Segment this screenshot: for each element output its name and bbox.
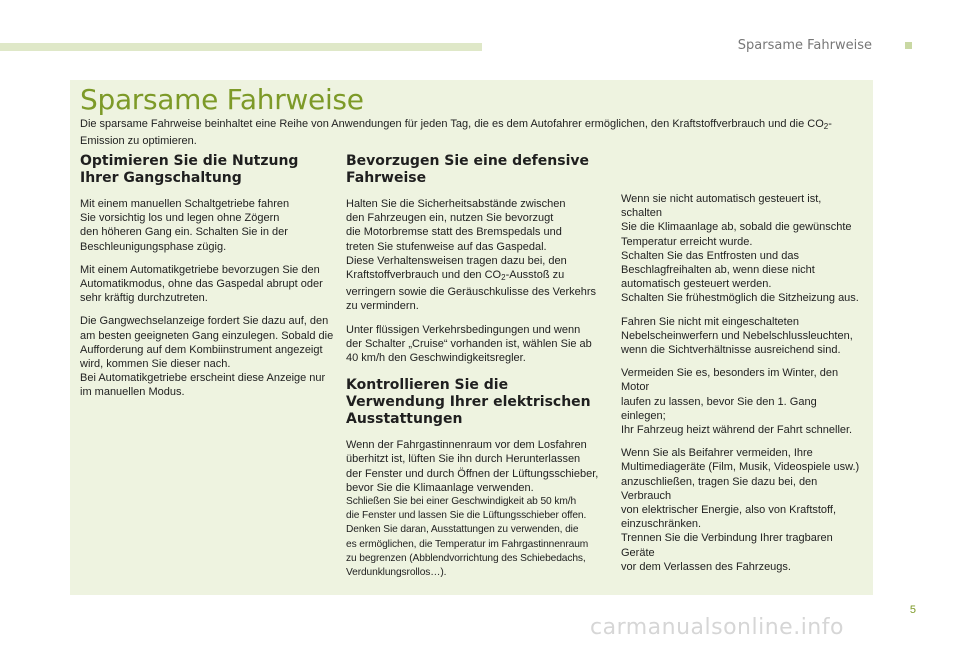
header-marker-square	[905, 42, 912, 49]
paragraph-manual-gearbox: Mit einem manuellen Schaltgetriebe fahren Sie vorsichtig los und legen ohne Zögern den höheren Gang ein. Schalten Sie in der Beschleunigungsphase zügig.	[80, 198, 290, 253]
intro-subscript: 2	[823, 122, 829, 131]
paragraph-engine-idle: Vermeiden Sie es, besonders im Winter, den Motor laufen zu lassen, bevor Sie den 1. Gang einlegen; Ihr Fahrzeug heizt während der Fahrt schneller.	[621, 367, 853, 437]
header-accent-bar	[0, 43, 482, 51]
watermark-text: carmanualsonline.info	[590, 615, 844, 640]
section-heading-gear-usage: Optimieren Sie die Nutzung Ihrer Gangschaltung	[80, 153, 299, 186]
paragraph-cruise-control: Unter flüssigen Verkehrsbedingungen und wenn der Schalter „Cruise“ vorhanden ist, wählen Sie ab 40 km/h den Geschwindigkeitsregler.	[346, 323, 592, 365]
safety-text-end: -Ausstoß zu verringern sowie die Geräuschkulisse des Verkehrs zu vermindern.	[346, 269, 597, 313]
paragraph-automatic-gearbox: Mit einem Automatikgetriebe bevorzugen Sie den Automatikmodus, ohne das Gaspedal abrupt oder sehr kräftig durchzutreten.	[80, 263, 323, 305]
paragraph-windows-and-shading: Schließen Sie bei einer Geschwindigkeit ab 50 km/h die Fenster und lassen Sie die Lüftungsschieber offen. Denken Sie daran, Ausstattungen zu verwenden, die es ermöglichen, die Temperatur im Fahrgastinnenraum zu begrenzen (Abblendvorrichtung des Schiebedachs, Verdunklungsrollos…).	[346, 496, 589, 579]
safety-subscript: 2	[501, 273, 506, 283]
section-heading-defensive-driving: Bevorzugen Sie eine defensive Fahrweise	[346, 153, 589, 186]
paragraph-safety-distance	[346, 197, 602, 314]
paragraph-climate-control: Wenn sie nicht automatisch gesteuert ist, schalten Sie die Klimaanlage ab, sobald die gewünschte Temperatur erreicht wurde. Schalten Sie das Entfrosten und das Beschlagfreihalten ab, wenn diese nicht automatisch gesteuert werden. Schalten Sie frühestmöglich die Sitzheizung aus.	[621, 193, 859, 305]
intro-text-start: Die sparsame Fahrweise beinhaltet eine Reihe von Anwendungen für jeden Tag, die es dem Autofahrer ermöglichen, den Kraftstoffverbrauch und die CO	[80, 118, 824, 130]
page-number: 5	[909, 604, 916, 616]
paragraph-ventilation: Wenn der Fahrgastinnenraum vor dem Losfahren überhitzt ist, lüften Sie ihn durch Herunterlassen der Fenster und durch Öffnen der Lüftungsschieber, bevor Sie die Klimaanlage verwenden.	[346, 439, 599, 494]
paragraph-fog-lights: Fahren Sie nicht mit eingeschalteten Nebelscheinwerfern und Nebelschlussleuchten, wenn die Sichtverhältnisse ausreichend sind.	[621, 315, 853, 357]
column-left	[80, 153, 335, 409]
safety-text-start: Halten Sie die Sicherheitsabstände zwischen den Fahrzeugen ein, nutzen Sie bevorzugt die Motorbremse statt des Bremspedals und treten Sie stufenweise auf das Gaspedal. Diese Verhaltensweisen tragen dazu bei, den Kraftstoffverbrauch und den CO	[346, 198, 567, 282]
intro-text-end: - Emission zu optimieren.	[80, 118, 832, 147]
column-right	[621, 192, 861, 583]
paragraph-gear-indicator: Die Gangwechselanzeige fordert Sie dazu auf, den am besten geeigneten Gang einzulegen. Sobald die Aufforderung auf dem Kombiinstrument angezeigt wird, kommen Sie dieser nach. Bei Automatikgetriebe erscheint diese Anzeige nur im manuellen Modus.	[80, 315, 334, 399]
page-title: Sparsame Fahrweise	[80, 83, 364, 116]
paragraph-multimedia-devices: Wenn Sie als Beifahrer vermeiden, Ihre Multimediageräte (Film, Musik, Videospiele usw.) anzuschließen, tragen Sie dazu bei, den Verbrauch von elektrischer Energie, also von Kraftstoff, einzuschränken. Trennen Sie die Verbindung Ihrer tragbaren Geräte vor dem Verlassen des Fahrzeugs.	[621, 447, 860, 573]
intro-paragraph	[80, 117, 855, 149]
running-header-title: Sparsame Fahrweise	[737, 38, 872, 53]
section-heading-electrical-equipment: Kontrollieren Sie die Verwendung Ihrer elektrischen Ausstattungen	[346, 377, 591, 428]
column-middle	[346, 153, 602, 589]
